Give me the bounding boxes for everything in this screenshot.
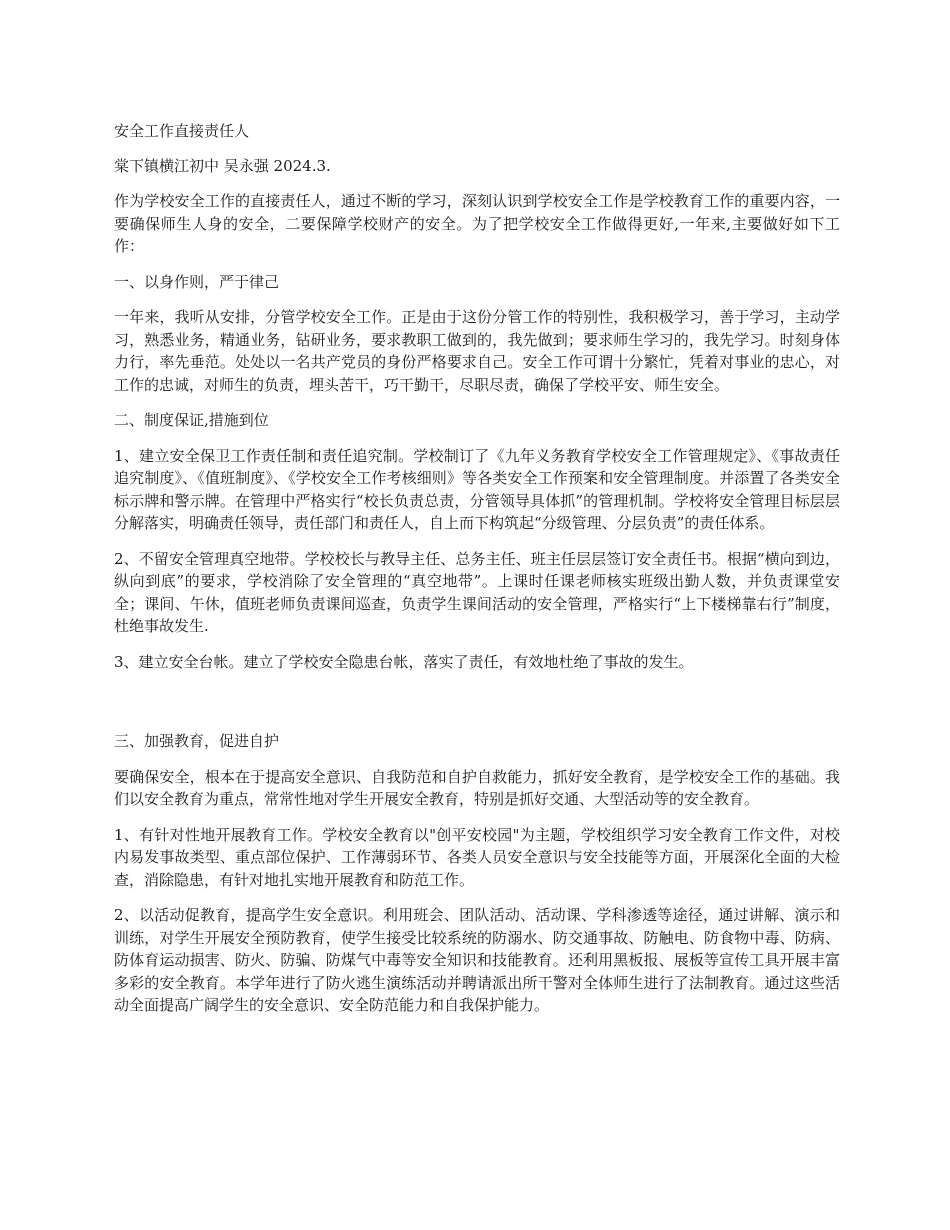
section-3-item-2: 2、以活动促教育，提高学生安全意识。利用班会、团队活动、活动课、学科渗透等途径，通过讲解、演示和训练，对学生开展安全预防教育，使学生接受比较系统的防溺水、防交通事故、防触电、防食物中毒、防病、防体育运动损害、防火、防骗、防煤气中毒等安全知识和技能教育。还利用黑板报、展板等宣传工具开展丰富多彩的安全教育。本学年进行了防火逃生演练活动并聘请派出所干警对全体师生进行了法制教育。通过这些活动全面提高广阔学生的安全意识、安全防范能力和自我保护能力。 [114,906,840,1014]
section-3-item-1: 1、有针对性地开展教育工作。学校安全教育以"创平安校园"为主题，学校组织学习安全教育工作文件，对校内易发事故类型、重点部位保护、工作薄弱环节、各类人员安全意识与安全技能等方面，开展深化全面的大检查，消除隐患，有针对地扎实地开展教育和防范工作。 [114,825,840,889]
document-title: 安全工作直接责任人 [114,122,250,140]
section-2-item-3: 3、建立安全台帐。建立了学校安全隐患台帐，落实了责任，有效地杜绝了事故的发生。 [114,652,694,671]
document-page [114,120,840,1030]
intro-paragraph: 作为学校安全工作的直接责任人，通过不断的学习，深刻认识到学校安全工作是学校教育工作的重要内容，一要确保师生人身的安全，二要保障学校财产的安全。为了把学校安全工作做得更好,一年来,主要做好如下工作： [114,192,840,255]
blank-spacer [114,686,840,730]
section-3-heading: 三、加强教育，促进自护 [114,732,280,750]
section-3-intro: 要确保安全，根本在于提高安全意识、自我防范和自护自救能力，抓好安全教育，是学校安全工作的基础。我们以安全教育为重点，常常性地对学生开展安全教育，特别是抓好交通、大型活动等的安全教育。 [114,767,840,808]
section-2-item-1: 1、建立安全保卫工作责任制和责任追究制。学校制订了《九年义务教育学校安全工作管理规定》、《事故责任追究制度》、《值班制度》、《学校安全工作考核细则》等各类安全工作预案和安全管理制度。并添置了各类安全标示牌和警示牌。在管理中严格实行“校长负责总责，分管领导具体抓”的管理机制。学校将安全管理目标层层分解落实，明确责任领导，责任部门和责任人，自上而下构筑起“分级管理、分层负责”的责任体系。 [114,446,840,532]
section-1-body: 一年来，我听从安排，分管学校安全工作。正是由于这份分管工作的特别性，我积极学习，善于学习，主动学习，熟悉业务，精通业务，钻研业务，要求教职工做到的，我先做到；要求师生学习的，我先学习。时刻身体力行，率先垂范。处处以一名共产党员的身份严格要求自己。安全工作可谓十分繁忙，凭着对事业的忠心，对工作的忠诚，对师生的负责，埋头苦干，巧干勤干，尽职尽责，确保了学校平安、师生安全。 [114,308,840,394]
section-1-heading: 一、以身作则，严于律己 [114,272,280,291]
section-2-item-2: 2、不留安全管理真空地带。学校校长与教导主任、总务主任、班主任层层签订安全责任书。根据“横向到边，纵向到底”的要求，学校消除了安全管理的“真空地带”。上课时任课老师核实班级出勤人数，并负责课堂安全；课间、午休，值班老师负责课间巡查，负责学生课间活动的安全管理，严格实行“上下楼梯靠右行”制度，杜绝事故发生. [114,549,840,635]
author-line: 棠下镇横江初中 吴永强 2024.3. [114,156,331,175]
section-2-heading: 二、制度保证,措施到位 [114,411,269,429]
